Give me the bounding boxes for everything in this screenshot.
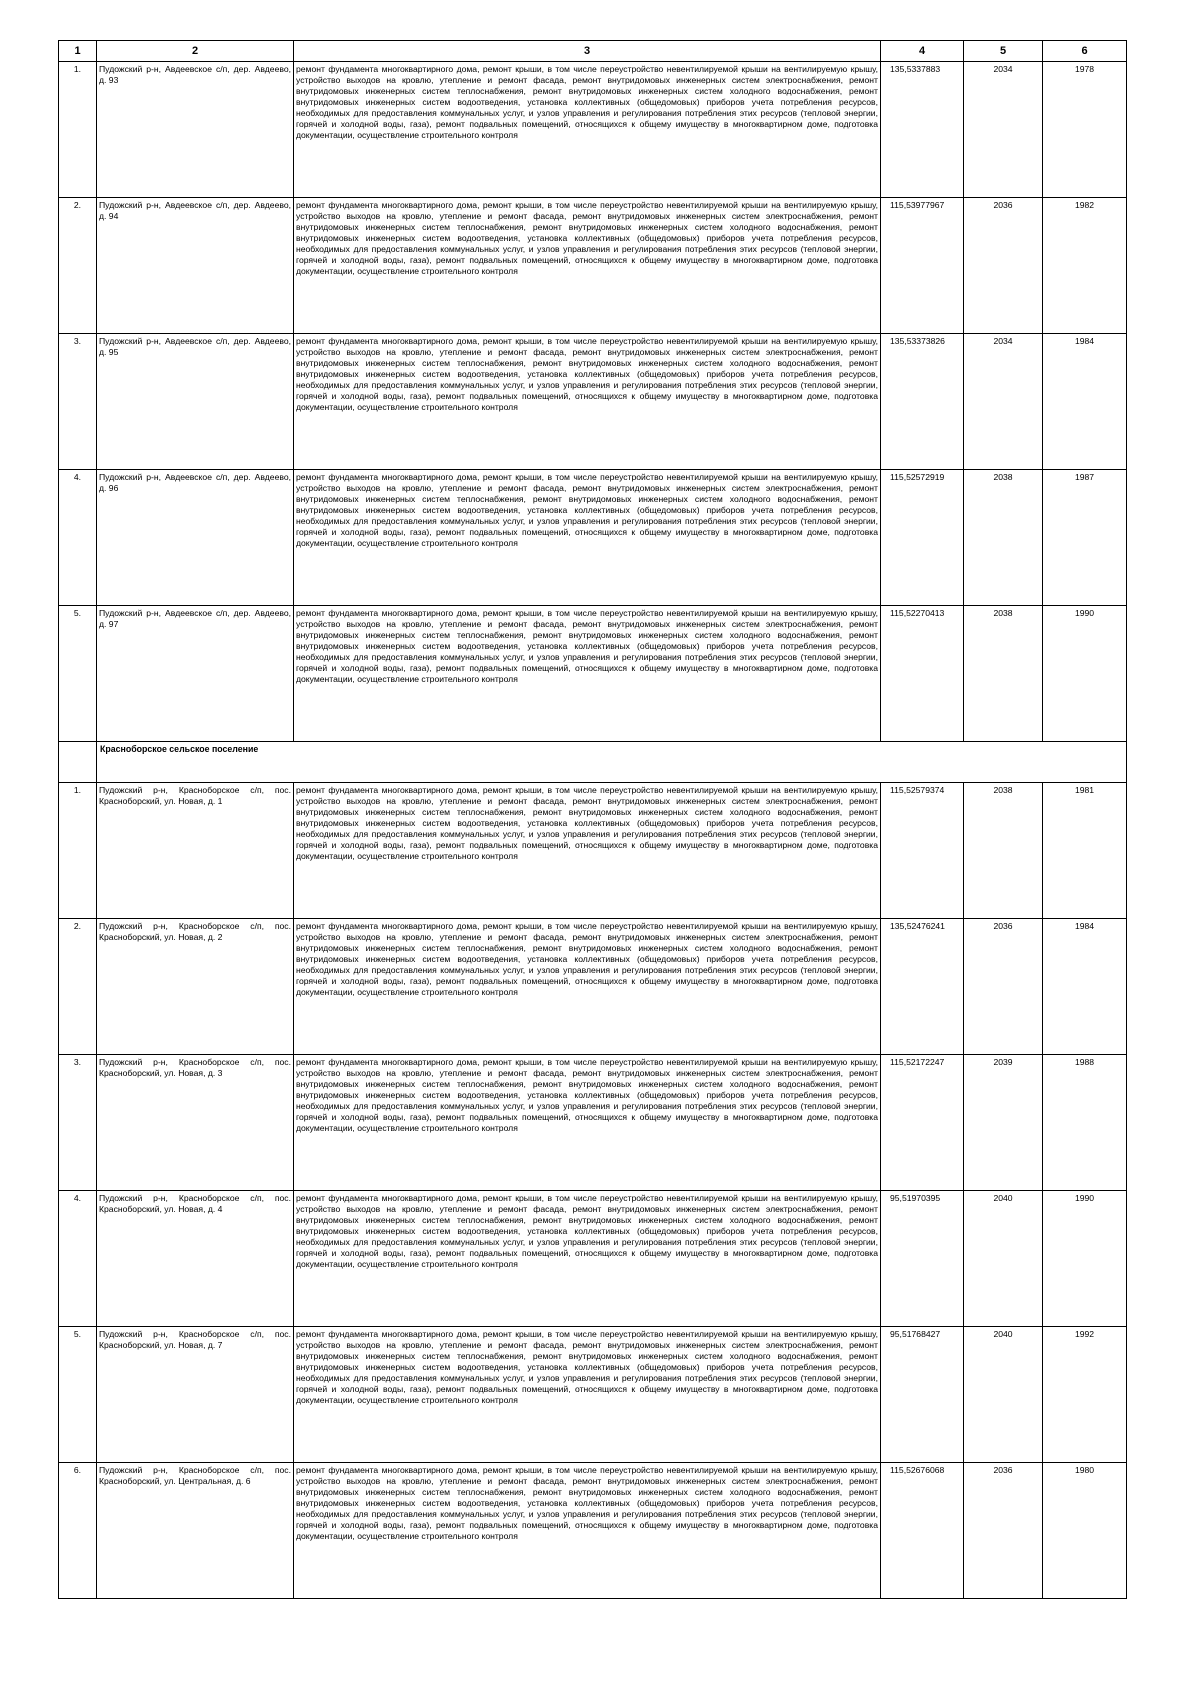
row-number: 5. (59, 1327, 97, 1463)
document-page (58, 40, 1126, 1599)
build-year: 1984 (1043, 919, 1127, 1055)
header-col-5: 5 (964, 41, 1043, 62)
table-row (59, 470, 1127, 606)
section-spacer (59, 742, 97, 783)
build-year: 1981 (1043, 783, 1127, 919)
header-col-4: 4 (881, 41, 964, 62)
build-year: 1990 (1043, 606, 1127, 742)
row-number: 2. (59, 919, 97, 1055)
table-row (59, 1463, 1127, 1599)
plan-year: 2040 (964, 1327, 1043, 1463)
work-description: ремонт фундамента многоквартирного дома, ремонт крыши, в том числе переустройство невентилируемой крыши на вентилируемую крышу, устройство выходов на кровлю, утепление и ремонт фасада, ремонт внутридомовых инженерных систем электроснабжения, ремонт внутридомовых инженерных систем теплоснабжения, ремонт внутридомовых инженерных систем холодного водоснабжения, ремонт внутридомовых инженерных систем водоотведения, установка коллективных (общедомовых) приборов учета потребления ресурсов, необходимых для предоставления коммунальных услуг, и узлов управления и регулирования потребления этих ресурсов (тепловой энергии, горячей и холодной воды, газа), ремонт подвальных помещений, относящихся к общему имуществу в многоквартирном доме, подготовка документации, осуществление строительного контроля (294, 1463, 881, 1599)
row-number: 1. (59, 783, 97, 919)
cost-value: 115,52676068 (881, 1463, 964, 1599)
row-number: 1. (59, 62, 97, 198)
row-number: 5. (59, 606, 97, 742)
row-number: 3. (59, 1055, 97, 1191)
plan-year: 2034 (964, 62, 1043, 198)
row-number: 4. (59, 1191, 97, 1327)
cost-value: 95,51970395 (881, 1191, 964, 1327)
table-header-row (59, 41, 1127, 62)
plan-year: 2038 (964, 783, 1043, 919)
table-row (59, 606, 1127, 742)
plan-year: 2040 (964, 1191, 1043, 1327)
house-address: Пудожский р-н, Красноборское с/п, пос. Красноборский, ул. Центральная, д. 6 (97, 1463, 294, 1599)
house-address: Пудожский р-н, Авдеевское с/п, дер. Авдеево, д. 93 (97, 62, 294, 198)
build-year: 1987 (1043, 470, 1127, 606)
cost-value: 135,53373826 (881, 334, 964, 470)
work-description: ремонт фундамента многоквартирного дома, ремонт крыши, в том числе переустройство невентилируемой крыши на вентилируемую крышу, устройство выходов на кровлю, утепление и ремонт фасада, ремонт внутридомовых инженерных систем электроснабжения, ремонт внутридомовых инженерных систем теплоснабжения, ремонт внутридомовых инженерных систем холодного водоснабжения, ремонт внутридомовых инженерных систем водоотведения, установка коллективных (общедомовых) приборов учета потребления ресурсов, необходимых для предоставления коммунальных услуг, и узлов управления и регулирования потребления этих ресурсов (тепловой энергии, горячей и холодной воды, газа), ремонт подвальных помещений, относящихся к общему имуществу в многоквартирном доме, подготовка документации, осуществление строительного контроля (294, 470, 881, 606)
table-row (59, 1055, 1127, 1191)
house-address: Пудожский р-н, Красноборское с/п, пос. Красноборский, ул. Новая, д. 2 (97, 919, 294, 1055)
plan-year: 2036 (964, 198, 1043, 334)
work-description: ремонт фундамента многоквартирного дома, ремонт крыши, в том числе переустройство невентилируемой крыши на вентилируемую крышу, устройство выходов на кровлю, утепление и ремонт фасада, ремонт внутридомовых инженерных систем электроснабжения, ремонт внутридомовых инженерных систем теплоснабжения, ремонт внутридомовых инженерных систем холодного водоснабжения, ремонт внутридомовых инженерных систем водоотведения, установка коллективных (общедомовых) приборов учета потребления ресурсов, необходимых для предоставления коммунальных услуг, и узлов управления и регулирования потребления этих ресурсов (тепловой энергии, горячей и холодной воды, газа), ремонт подвальных помещений, относящихся к общему имуществу в многоквартирном доме, подготовка документации, осуществление строительного контроля (294, 62, 881, 198)
cost-value: 95,51768427 (881, 1327, 964, 1463)
build-year: 1992 (1043, 1327, 1127, 1463)
build-year: 1982 (1043, 198, 1127, 334)
build-year: 1990 (1043, 1191, 1127, 1327)
header-col-6: 6 (1043, 41, 1127, 62)
row-number: 6. (59, 1463, 97, 1599)
table-row (59, 62, 1127, 198)
plan-year: 2039 (964, 1055, 1043, 1191)
section-title: Красноборское сельское поселение (97, 742, 1127, 783)
work-description: ремонт фундамента многоквартирного дома, ремонт крыши, в том числе переустройство невентилируемой крыши на вентилируемую крышу, устройство выходов на кровлю, утепление и ремонт фасада, ремонт внутридомовых инженерных систем электроснабжения, ремонт внутридомовых инженерных систем теплоснабжения, ремонт внутридомовых инженерных систем холодного водоснабжения, ремонт внутридомовых инженерных систем водоотведения, установка коллективных (общедомовых) приборов учета потребления ресурсов, необходимых для предоставления коммунальных услуг, и узлов управления и регулирования потребления этих ресурсов (тепловой энергии, горячей и холодной воды, газа), ремонт подвальных помещений, относящихся к общему имуществу в многоквартирном доме, подготовка документации, осуществление строительного контроля (294, 198, 881, 334)
work-description: ремонт фундамента многоквартирного дома, ремонт крыши, в том числе переустройство невентилируемой крыши на вентилируемую крышу, устройство выходов на кровлю, утепление и ремонт фасада, ремонт внутридомовых инженерных систем электроснабжения, ремонт внутридомовых инженерных систем теплоснабжения, ремонт внутридомовых инженерных систем холодного водоснабжения, ремонт внутридомовых инженерных систем водоотведения, установка коллективных (общедомовых) приборов учета потребления ресурсов, необходимых для предоставления коммунальных услуг, и узлов управления и регулирования потребления этих ресурсов (тепловой энергии, горячей и холодной воды, газа), ремонт подвальных помещений, относящихся к общему имуществу в многоквартирном доме, подготовка документации, осуществление строительного контроля (294, 1055, 881, 1191)
table-row (59, 198, 1127, 334)
work-description: ремонт фундамента многоквартирного дома, ремонт крыши, в том числе переустройство невентилируемой крыши на вентилируемую крышу, устройство выходов на кровлю, утепление и ремонт фасада, ремонт внутридомовых инженерных систем электроснабжения, ремонт внутридомовых инженерных систем теплоснабжения, ремонт внутридомовых инженерных систем холодного водоснабжения, ремонт внутридомовых инженерных систем водоотведения, установка коллективных (общедомовых) приборов учета потребления ресурсов, необходимых для предоставления коммунальных услуг, и узлов управления и регулирования потребления этих ресурсов (тепловой энергии, горячей и холодной воды, газа), ремонт подвальных помещений, относящихся к общему имуществу в многоквартирном доме, подготовка документации, осуществление строительного контроля (294, 1191, 881, 1327)
cost-value: 115,52572919 (881, 470, 964, 606)
house-address: Пудожский р-н, Авдеевское с/п, дер. Авдеево, д. 96 (97, 470, 294, 606)
table-row (59, 1327, 1127, 1463)
row-number: 2. (59, 198, 97, 334)
table-row (59, 1191, 1127, 1327)
build-year: 1980 (1043, 1463, 1127, 1599)
house-address: Пудожский р-н, Красноборское с/п, пос. Красноборский, ул. Новая, д. 1 (97, 783, 294, 919)
build-year: 1978 (1043, 62, 1127, 198)
cost-value: 115,53977967 (881, 198, 964, 334)
house-address: Пудожский р-н, Красноборское с/п, пос. Красноборский, ул. Новая, д. 7 (97, 1327, 294, 1463)
cost-value: 115,52172247 (881, 1055, 964, 1191)
build-year: 1988 (1043, 1055, 1127, 1191)
header-col-3: 3 (294, 41, 881, 62)
cost-value: 135,5337883 (881, 62, 964, 198)
section-row (59, 742, 1127, 783)
cost-value: 135,52476241 (881, 919, 964, 1055)
work-description: ремонт фундамента многоквартирного дома, ремонт крыши, в том числе переустройство невентилируемой крыши на вентилируемую крышу, устройство выходов на кровлю, утепление и ремонт фасада, ремонт внутридомовых инженерных систем электроснабжения, ремонт внутридомовых инженерных систем теплоснабжения, ремонт внутридомовых инженерных систем холодного водоснабжения, ремонт внутридомовых инженерных систем водоотведения, установка коллективных (общедомовых) приборов учета потребления ресурсов, необходимых для предоставления коммунальных услуг, и узлов управления и регулирования потребления этих ресурсов (тепловой энергии, горячей и холодной воды, газа), ремонт подвальных помещений, относящихся к общему имуществу в многоквартирном доме, подготовка документации, осуществление строительного контроля (294, 783, 881, 919)
plan-year: 2036 (964, 919, 1043, 1055)
plan-year: 2036 (964, 1463, 1043, 1599)
house-address: Пудожский р-н, Авдеевское с/п, дер. Авдеево, д. 94 (97, 198, 294, 334)
table-row (59, 334, 1127, 470)
row-number: 3. (59, 334, 97, 470)
plan-year: 2038 (964, 606, 1043, 742)
plan-year: 2034 (964, 334, 1043, 470)
work-description: ремонт фундамента многоквартирного дома, ремонт крыши, в том числе переустройство невентилируемой крыши на вентилируемую крышу, устройство выходов на кровлю, утепление и ремонт фасада, ремонт внутридомовых инженерных систем электроснабжения, ремонт внутридомовых инженерных систем теплоснабжения, ремонт внутридомовых инженерных систем холодного водоснабжения, ремонт внутридомовых инженерных систем водоотведения, установка коллективных (общедомовых) приборов учета потребления ресурсов, необходимых для предоставления коммунальных услуг, и узлов управления и регулирования потребления этих ресурсов (тепловой энергии, горячей и холодной воды, газа), ремонт подвальных помещений, относящихся к общему имуществу в многоквартирном доме, подготовка документации, осуществление строительного контроля (294, 919, 881, 1055)
cost-value: 115,52270413 (881, 606, 964, 742)
plan-year: 2038 (964, 470, 1043, 606)
cost-value: 115,52579374 (881, 783, 964, 919)
house-address: Пудожский р-н, Красноборское с/п, пос. Красноборский, ул. Новая, д. 3 (97, 1055, 294, 1191)
house-address: Пудожский р-н, Авдеевское с/п, дер. Авдеево, д. 95 (97, 334, 294, 470)
work-description: ремонт фундамента многоквартирного дома, ремонт крыши, в том числе переустройство невентилируемой крыши на вентилируемую крышу, устройство выходов на кровлю, утепление и ремонт фасада, ремонт внутридомовых инженерных систем электроснабжения, ремонт внутридомовых инженерных систем теплоснабжения, ремонт внутридомовых инженерных систем холодного водоснабжения, ремонт внутридомовых инженерных систем водоотведения, установка коллективных (общедомовых) приборов учета потребления ресурсов, необходимых для предоставления коммунальных услуг, и узлов управления и регулирования потребления этих ресурсов (тепловой энергии, горячей и холодной воды, газа), ремонт подвальных помещений, относящихся к общему имуществу в многоквартирном доме, подготовка документации, осуществление строительного контроля (294, 606, 881, 742)
repair-plan-table (58, 40, 1127, 1599)
row-number: 4. (59, 470, 97, 606)
house-address: Пудожский р-н, Авдеевское с/п, дер. Авдеево, д. 97 (97, 606, 294, 742)
house-address: Пудожский р-н, Красноборское с/п, пос. Красноборский, ул. Новая, д. 4 (97, 1191, 294, 1327)
work-description: ремонт фундамента многоквартирного дома, ремонт крыши, в том числе переустройство невентилируемой крыши на вентилируемую крышу, устройство выходов на кровлю, утепление и ремонт фасада, ремонт внутридомовых инженерных систем электроснабжения, ремонт внутридомовых инженерных систем теплоснабжения, ремонт внутридомовых инженерных систем холодного водоснабжения, ремонт внутридомовых инженерных систем водоотведения, установка коллективных (общедомовых) приборов учета потребления ресурсов, необходимых для предоставления коммунальных услуг, и узлов управления и регулирования потребления этих ресурсов (тепловой энергии, горячей и холодной воды, газа), ремонт подвальных помещений, относящихся к общему имуществу в многоквартирном доме, подготовка документации, осуществление строительного контроля (294, 334, 881, 470)
header-col-1: 1 (59, 41, 97, 62)
header-col-2: 2 (97, 41, 294, 62)
build-year: 1984 (1043, 334, 1127, 470)
table-row (59, 783, 1127, 919)
work-description: ремонт фундамента многоквартирного дома, ремонт крыши, в том числе переустройство невентилируемой крыши на вентилируемую крышу, устройство выходов на кровлю, утепление и ремонт фасада, ремонт внутридомовых инженерных систем электроснабжения, ремонт внутридомовых инженерных систем теплоснабжения, ремонт внутридомовых инженерных систем холодного водоснабжения, ремонт внутридомовых инженерных систем водоотведения, установка коллективных (общедомовых) приборов учета потребления ресурсов, необходимых для предоставления коммунальных услуг, и узлов управления и регулирования потребления этих ресурсов (тепловой энергии, горячей и холодной воды, газа), ремонт подвальных помещений, относящихся к общему имуществу в многоквартирном доме, подготовка документации, осуществление строительного контроля (294, 1327, 881, 1463)
table-row (59, 919, 1127, 1055)
